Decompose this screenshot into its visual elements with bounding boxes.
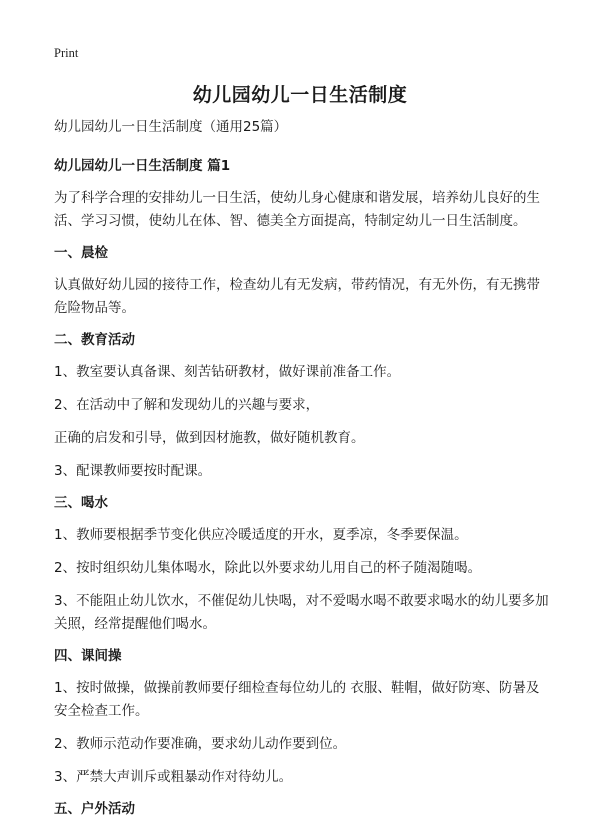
document-subtitle: 幼儿园幼儿一日生活制度（通用25篇） bbox=[54, 119, 288, 135]
section-block bbox=[54, 330, 552, 483]
section-paragraph: 1、教师要根据季节变化供应冷暖适度的开水，夏季凉，冬季要保温。 bbox=[54, 527, 468, 543]
section-paragraph: 3、不能阻止幼儿饮水，不催促幼儿快喝，对不爱喝水喝不敢要求喝水的幼儿要多加关照，经常提醒他们喝水。 bbox=[54, 593, 549, 632]
section-paragraph: 正确的启发和引导，做到因材施教，做好随机教育。 bbox=[54, 430, 365, 446]
section-paragraph: 3、严禁大声训斥或粗暴动作对待幼儿。 bbox=[54, 769, 293, 785]
section-heading: 四、课间操 bbox=[54, 648, 122, 664]
document-title: 幼儿园幼儿一日生活制度 bbox=[192, 84, 408, 106]
section-paragraph: 2、在活动中了解和发现幼儿的兴趣与要求， bbox=[54, 397, 320, 413]
part-title: 幼儿园幼儿一日生活制度 篇1 bbox=[54, 158, 231, 174]
section-block bbox=[54, 799, 552, 819]
section-heading: 五、户外活动 bbox=[54, 801, 135, 817]
section-paragraph: 1、教室要认真备课、刻苦钻研教材，做好课前准备工作。 bbox=[54, 364, 401, 380]
section-block bbox=[54, 646, 552, 789]
section-paragraph: 2、按时组织幼儿集体喝水，除此以外要求幼儿用自己的杯子随渴随喝。 bbox=[54, 560, 482, 576]
section-paragraph: 3、配课教师要按时配课。 bbox=[54, 463, 212, 479]
sections-container bbox=[54, 243, 552, 819]
section-block bbox=[54, 493, 552, 636]
section-paragraph: 1、按时做操，做操前教师要仔细检查每位幼儿的 衣服、鞋帽，做好防寒、防暑及安全检查工作。 bbox=[54, 680, 540, 719]
section-paragraph: 2、教师示范动作要准确，要求幼儿动作要到位。 bbox=[54, 736, 347, 752]
intro-paragraph: 为了科学合理的安排幼儿一日生活，使幼儿身心健康和谐发展，培养幼儿良好的生活、学习习惯，使幼儿在体、智、德美全方面提高，特制定幼儿一日生活制度。 bbox=[54, 190, 540, 229]
section-heading: 一、晨检 bbox=[54, 245, 108, 261]
section-heading: 三、喝水 bbox=[54, 495, 108, 511]
section-block bbox=[54, 243, 552, 320]
document-body bbox=[54, 117, 552, 830]
print-link[interactable]: Print bbox=[54, 46, 79, 60]
section-heading: 二、教育活动 bbox=[54, 332, 135, 348]
section-paragraph: 认真做好幼儿园的接待工作，检查幼儿有无发病，带药情况，有无外伤，有无携带危险物品等。 bbox=[54, 277, 540, 316]
